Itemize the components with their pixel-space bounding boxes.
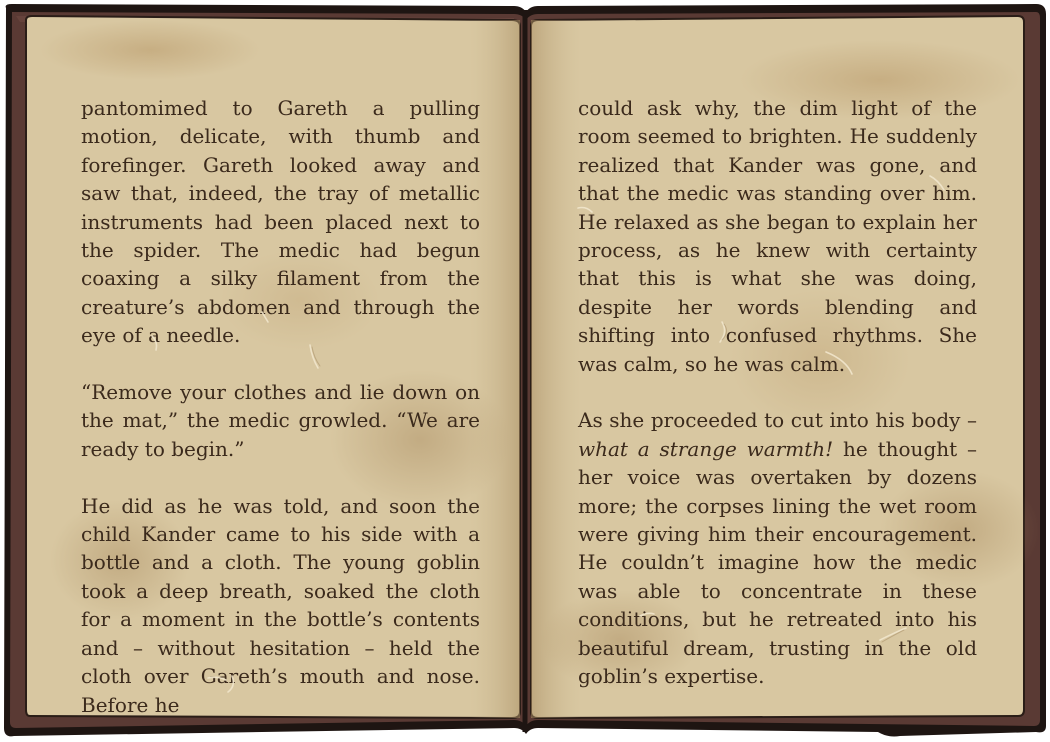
right-page [531, 20, 1023, 718]
right-page-text [578, 94, 977, 691]
text-run: As she proceeded to cut into his body – [578, 408, 977, 433]
left-page-text [81, 94, 480, 718]
left-paragraph: pantomimed to Gareth a pulling motion, delicate, with thumb and forefinger. Gareth looked away and saw that, indeed, the tray of metallic instruments had been placed next to the spider. The medic had begun coaxing a silky filament from the creature’s abdomen and through the eye of a needle. [81, 96, 480, 348]
right-paragraph: could ask why, the dim light of the room seemed to brighten. He suddenly realized that Kander was gone, and that the medic was standing over him. He relaxed as she began to explain her process, as he knew with certainty that this is what she was doing, despite her words blending and shifting into confused rhythms. She was calm, so he was calm. [578, 96, 977, 376]
italic-thought: what a strange warmth! [578, 436, 834, 461]
left-page [26, 20, 520, 718]
right-paragraph [578, 406, 977, 690]
text-run: he thought – her voice was overtaken by dozens more; the corpses lining the wet room were giving him their encouragement. He couldn’t imagine how the medic was able to concentrate in these conditions, but he retreated into his beautiful dream, trusting in the old goblin’s expertise. [578, 436, 977, 689]
left-paragraph: “Remove your clothes and lie down on the mat,” the medic growled. “We are ready to begin.” [81, 380, 480, 461]
left-paragraph: He did as he was told, and soon the child Kander came to his side with a bottle and a cloth. The young goblin took a deep breath, soaked the cloth for a moment in the bottle’s contents and – without hesitation – held the cloth over Gareth’s mouth and nose. Before he [81, 493, 480, 717]
